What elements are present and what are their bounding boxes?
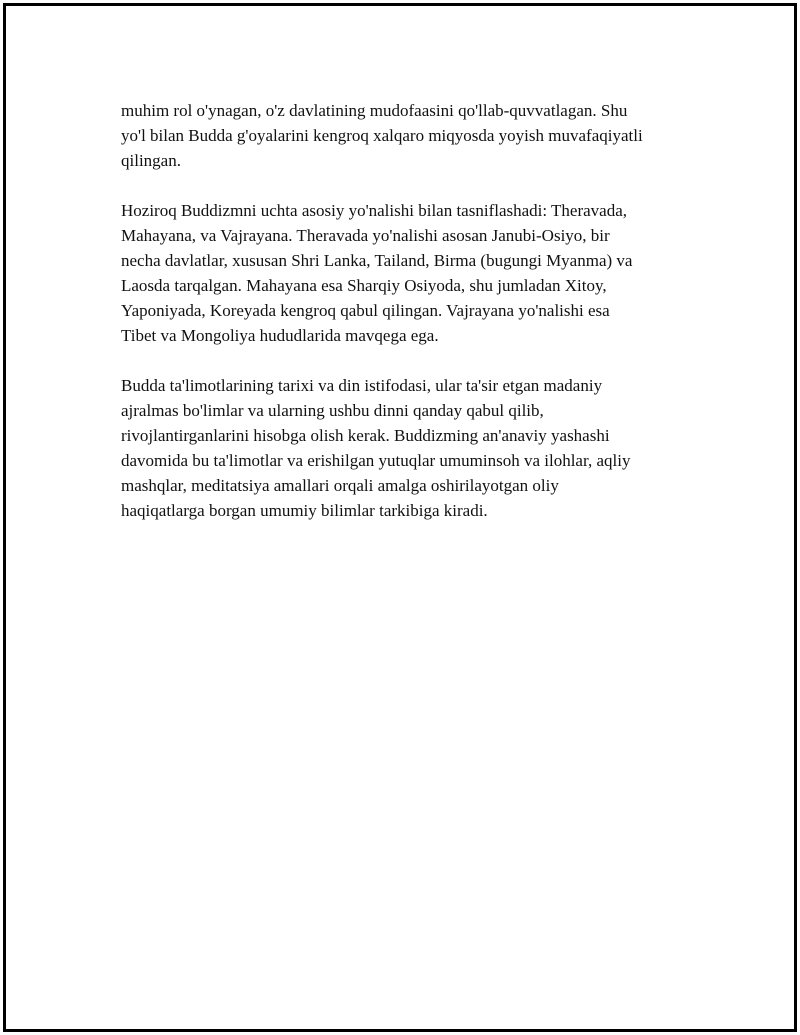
text-line: Yaponiyada, Koreyada kengroq qabul qilingan. Vajrayana yo'nalishi esa (121, 301, 610, 320)
text-line: Laosda tarqalgan. Mahayana esa Sharqiy Osiyoda, shu jumladan Xitoy, (121, 276, 607, 295)
page-border (3, 3, 797, 1032)
text-line: yo'l bilan Budda g'oyalarini kengroq xalqaro miqyosda yoyish muvafaqiyatli (121, 126, 643, 145)
paragraph-3 (121, 373, 701, 523)
paragraph-2 (121, 198, 701, 348)
text-line: necha davlatlar, xususan Shri Lanka, Tailand, Birma (bugungi Myanma) va (121, 251, 633, 270)
paragraph-1 (121, 98, 701, 173)
text-line: Hoziroq Buddizmni uchta asosiy yo'nalishi bilan tasniflashadi: Theravada, (121, 201, 628, 220)
text-line: muhim rol o'ynagan, o'z davlatining mudofaasini qo'llab-quvvatlagan. Shu (121, 101, 628, 120)
text-line: Tibet va Mongoliya hududlarida mavqega ega. (121, 326, 439, 345)
text-line: mashqlar, meditatsiya amallari orqali amalga oshirilayotgan oliy (121, 476, 559, 495)
text-line: ajralmas bo'limlar va ularning ushbu dinni qanday qabul qilib, (121, 401, 544, 420)
text-line: davomida bu ta'limotlar va erishilgan yutuqlar umuminsoh va ilohlar, aqliy (121, 451, 631, 470)
text-line: Budda ta'limotlarining tarixi va din istifodasi, ular ta'sir etgan madaniy (121, 376, 603, 395)
text-line: qilingan. (121, 151, 181, 170)
text-line: Mahayana, va Vajrayana. Theravada yo'nalishi asosan Janubi-Osiyo, bir (121, 226, 610, 245)
text-line: haqiqatlarga borgan umumiy bilimlar tarkibiga kiradi. (121, 501, 488, 520)
text-line: rivojlantirganlarini hisobga olish kerak. Buddizming an'anaviy yashashi (121, 426, 610, 445)
document-body (121, 98, 701, 548)
